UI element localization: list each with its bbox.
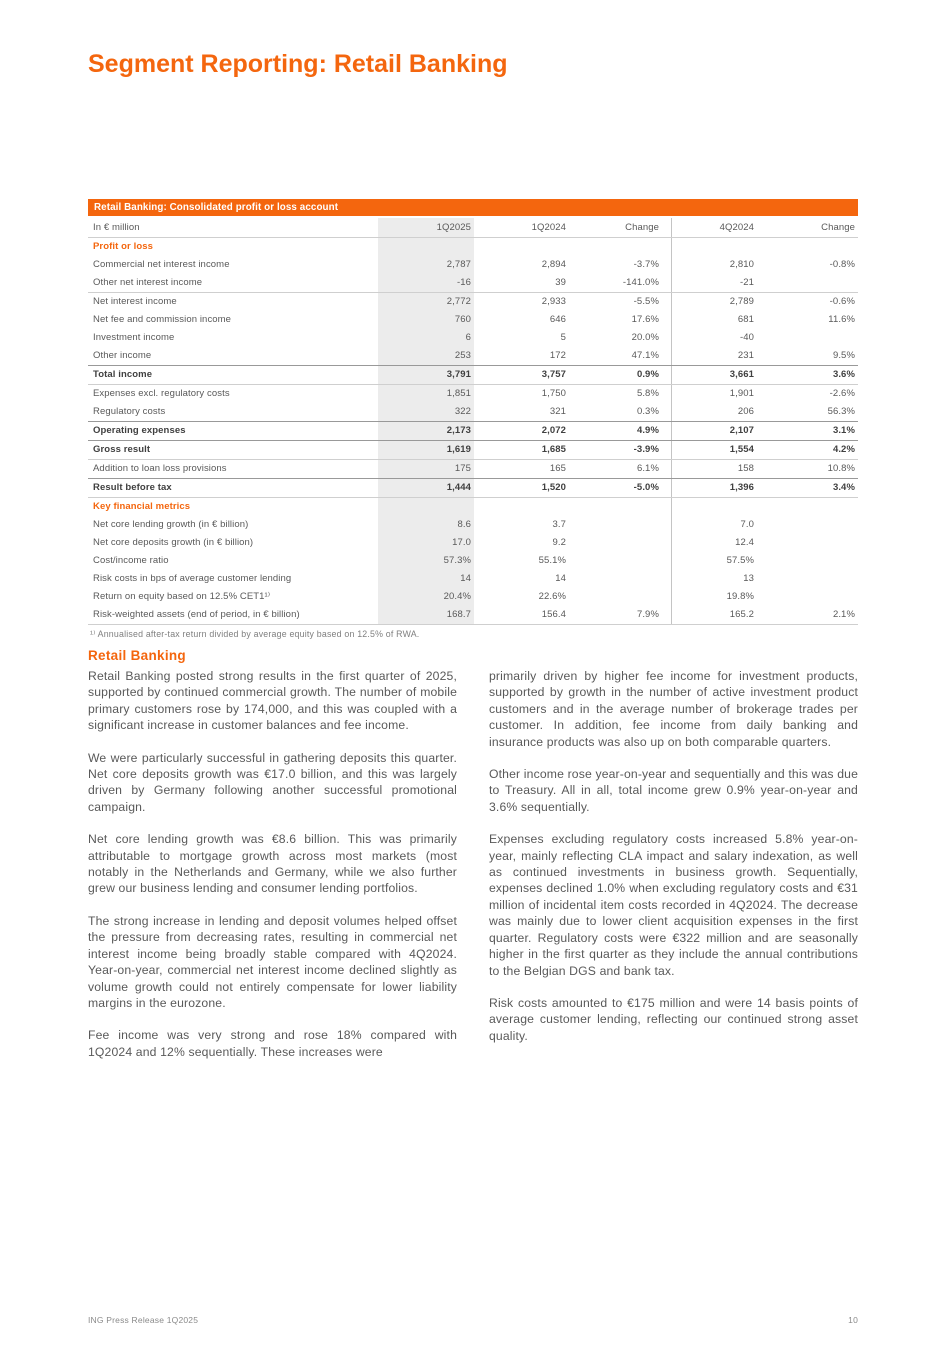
row-value: 5 (560, 332, 566, 343)
row-value: 9.2 (552, 537, 566, 548)
row-value (757, 274, 858, 292)
row-value: 253 (378, 347, 474, 365)
row-value (378, 238, 474, 256)
table-section-row (88, 238, 858, 256)
table-row (88, 606, 858, 625)
article-column-left (88, 668, 457, 1076)
row-value: 56.3% (827, 406, 855, 417)
table-row (88, 292, 858, 311)
table-row (88, 256, 858, 274)
table-header-row (88, 218, 858, 238)
row-value (474, 498, 569, 516)
row-value: 39 (555, 277, 566, 288)
row-value (757, 552, 858, 570)
row-value: -5.5% (569, 293, 672, 311)
row-label: Net core deposits growth (in € billion) (93, 537, 254, 548)
row-value: 3,661 (729, 369, 754, 380)
row-value: -3.7% (569, 256, 672, 274)
row-value: 165.2 (729, 609, 754, 620)
row-label: Net interest income (93, 296, 177, 307)
row-label: Operating expenses (93, 425, 186, 436)
body-paragraph: Other income rose year-on-year and sequentially and this was due to Treasury. All in all, total income grew 0.9% year-on-year and 3.6% sequentially. (489, 767, 858, 814)
row-value (757, 534, 858, 552)
row-value: 2,789 (729, 296, 754, 307)
row-value (757, 238, 858, 256)
column-header-1q2025: 1Q2025 (378, 218, 474, 237)
row-value: -40 (739, 332, 754, 343)
row-value (569, 238, 672, 256)
body-paragraph: Expenses excluding regulatory costs increased 5.8% year-on-year, mainly reflecting CLA impact and salary indexation, as well as continued investments in business growth. Sequentially, expenses declined 1.0% when excluding regulatory costs and €31 million of incidental item costs recorded in 4Q2024. The decrease was mainly due to lower client acquisition expenses in the first quarter. Regulatory costs were €322 million and are seasonally higher in the first quarter as they include the annual contributions to the Belgian DGS and bank tax. (489, 832, 858, 978)
row-value: 646 (549, 314, 566, 325)
row-value: 1,520 (541, 482, 566, 493)
row-value: 1,396 (729, 482, 754, 493)
row-value (672, 238, 757, 256)
row-value: 7.9% (569, 606, 672, 624)
table-row (88, 403, 858, 421)
body-paragraph: We were particularly successful in gathering deposits this quarter. Net core deposits growth was €17.0 billion, and this was largely driven by Germany following another successful promotional campaign. (88, 750, 457, 814)
row-value: 165 (549, 463, 566, 474)
row-value (569, 570, 672, 588)
body-paragraph: Risk costs amounted to €175 million and were 14 basis points of average customer lending, reflecting our continued strong asset quality. (489, 995, 858, 1043)
row-value: -21 (739, 277, 754, 288)
row-value: 2.1% (832, 609, 855, 620)
row-value: 681 (737, 314, 754, 325)
row-value: 2,772 (378, 293, 474, 311)
row-label: Expenses excl. regulatory costs (93, 388, 230, 399)
row-value: -141.0% (569, 274, 672, 292)
row-label: Net core lending growth (in € billion) (93, 519, 249, 530)
row-value (569, 588, 672, 606)
table-row (88, 478, 858, 498)
row-value: 3,757 (541, 369, 566, 380)
row-value (757, 570, 858, 588)
row-label: Other income (93, 350, 152, 361)
row-value: 1,619 (378, 441, 474, 459)
column-header-4q2024: 4Q2024 (719, 222, 754, 233)
row-value: 3.4% (832, 482, 855, 493)
row-value: 4.2% (832, 444, 855, 455)
table-row (88, 588, 858, 606)
row-value (672, 498, 757, 516)
row-label: Profit or loss (93, 241, 153, 252)
row-label: Regulatory costs (93, 406, 166, 417)
row-value: -2.6% (829, 388, 855, 399)
row-value: 19.8% (726, 591, 754, 602)
article-section (88, 648, 858, 1076)
table-row (88, 347, 858, 365)
row-value: 172 (549, 350, 566, 361)
row-value: 13 (743, 573, 754, 584)
row-value: 9.5% (832, 350, 855, 361)
row-value: 1,901 (729, 388, 754, 399)
row-value: 14 (555, 573, 566, 584)
row-value: 6 (378, 329, 474, 347)
row-value: 55.1% (538, 555, 566, 566)
row-value: 322 (378, 403, 474, 421)
row-value: 0.9% (569, 366, 672, 384)
body-paragraph: Fee income was very strong and rose 18% compared with 1Q2024 and 12% sequentially. These increases were (88, 1028, 457, 1059)
row-value: -0.6% (829, 296, 855, 307)
table-row (88, 552, 858, 570)
row-value: 22.6% (538, 591, 566, 602)
row-value: -5.0% (569, 479, 672, 497)
row-label: Key financial metrics (93, 501, 191, 512)
row-value: 2,810 (729, 259, 754, 270)
row-value: 47.1% (569, 347, 672, 365)
row-label: Addition to loan loss provisions (93, 463, 227, 474)
row-label: Net fee and commission income (93, 314, 232, 325)
row-value: 3.7 (552, 519, 566, 530)
row-value: 2,173 (378, 422, 474, 440)
row-value (569, 552, 672, 570)
column-header-change-qoq: Change (821, 222, 855, 233)
table-row (88, 365, 858, 385)
row-label: Other net interest income (93, 277, 203, 288)
row-value (757, 588, 858, 606)
row-value: 1,554 (729, 444, 754, 455)
row-value: 4.9% (569, 422, 672, 440)
row-value: -3.9% (569, 441, 672, 459)
profit-loss-table (88, 199, 858, 640)
column-header-1q2024: 1Q2024 (531, 222, 566, 233)
row-value (474, 238, 569, 256)
row-label: Investment income (93, 332, 175, 343)
table-row (88, 385, 858, 403)
row-value: 11.6% (828, 314, 855, 325)
row-value: 20.0% (569, 329, 672, 347)
column-header-change-yoy: Change (569, 218, 672, 237)
row-label: Result before tax (93, 482, 172, 493)
body-paragraph: Retail Banking posted strong results in the first quarter of 2025, supported by continued commercial growth. The number of mobile primary customers rose by 174,000, and this was coupled with a significant increase in customer balances and fee income. (88, 669, 457, 733)
row-value (569, 498, 672, 516)
row-value (569, 516, 672, 534)
row-label: Return on equity based on 12.5% CET1¹⁾ (93, 591, 271, 602)
body-paragraph: primarily driven by higher fee income for investment products, supported by growth in the number of active investment product customers and in the average number of brokerage trades per customer. In addition, fee income from daily banking and insurance products was also up on both comparable quarters. (489, 669, 858, 749)
row-value: 206 (737, 406, 754, 417)
row-value: 3,791 (378, 366, 474, 384)
body-paragraph: Net core lending growth was €8.6 billion. This was primarily attributable to mortgage growth across most markets (most notably in the Netherlands and Germany, while we also further grew our business lending and consumer lending portfolios. (88, 832, 457, 896)
table-row (88, 329, 858, 347)
row-value: 6.1% (569, 460, 672, 478)
table-row (88, 311, 858, 329)
row-value: 1,750 (541, 388, 566, 399)
row-value: 2,787 (378, 256, 474, 274)
row-value: 10.8% (827, 463, 855, 474)
article-heading: Retail Banking (88, 648, 186, 663)
row-label: Risk costs in bps of average customer lending (93, 573, 292, 584)
row-value (757, 516, 858, 534)
row-value (569, 534, 672, 552)
row-value: 175 (378, 460, 474, 478)
footer-page-number: 10 (848, 1315, 858, 1325)
row-value: 2,072 (541, 425, 566, 436)
table-row (88, 440, 858, 460)
table-footnote: ¹⁾ Annualised after-tax return divided by average equity based on 12.5% of RWA. (90, 629, 420, 639)
row-value: 57.5% (726, 555, 754, 566)
row-value: 17.6% (569, 311, 672, 329)
page-title: Segment Reporting: Retail Banking (88, 50, 508, 78)
row-value: 168.7 (378, 606, 474, 624)
row-value: 2,933 (541, 296, 566, 307)
row-value: 0.3% (569, 403, 672, 421)
table-section-row (88, 498, 858, 516)
page-footer (88, 1315, 858, 1325)
article-column-right (489, 668, 858, 1076)
row-value: 3.6% (832, 369, 855, 380)
table-row (88, 534, 858, 552)
row-value: 231 (737, 350, 754, 361)
table-unit-label: In € million (93, 222, 140, 233)
table-row (88, 460, 858, 478)
row-value: -16 (378, 274, 474, 292)
row-label: Cost/income ratio (93, 555, 169, 566)
row-label: Risk-weighted assets (end of period, in € billion) (93, 609, 300, 620)
table-row (88, 516, 858, 534)
row-value (757, 329, 858, 347)
table-row (88, 570, 858, 588)
row-value: 1,685 (541, 444, 566, 455)
table-body (88, 238, 858, 625)
table-row (88, 421, 858, 440)
row-value: 8.6 (378, 516, 474, 534)
row-value: 3.1% (832, 425, 855, 436)
row-value (757, 498, 858, 516)
row-value: 2,894 (541, 259, 566, 270)
row-value: 321 (549, 406, 566, 417)
row-label: Total income (93, 369, 153, 380)
row-value: 1,444 (378, 479, 474, 497)
article-columns (88, 668, 858, 1076)
row-value: 2,107 (729, 425, 754, 436)
row-value: 57.3% (378, 552, 474, 570)
table-title-bar (88, 199, 858, 216)
row-value: 7.0 (740, 519, 754, 530)
row-value: 12.4 (735, 537, 754, 548)
row-label: Gross result (93, 444, 151, 455)
row-value (378, 498, 474, 516)
row-value: 17.0 (378, 534, 474, 552)
row-label: Commercial net interest income (93, 259, 230, 270)
footer-document-name: ING Press Release 1Q2025 (88, 1315, 199, 1325)
row-value: -0.8% (829, 259, 855, 270)
table-row (88, 274, 858, 292)
row-value: 1,851 (378, 385, 474, 403)
row-value: 760 (378, 311, 474, 329)
row-value: 20.4% (378, 588, 474, 606)
row-value: 5.8% (569, 385, 672, 403)
row-value: 158 (737, 463, 754, 474)
table-title: Retail Banking: Consolidated profit or loss account (94, 202, 339, 213)
row-value: 14 (378, 570, 474, 588)
row-value: 156.4 (541, 609, 566, 620)
body-paragraph: The strong increase in lending and deposit volumes helped offset the pressure from decreasing rates, resulting in commercial net interest income being broadly stable compared with 4Q2024. Year-on-year, commercial net interest income declined slightly as volume growth could not entirely compensate for lower liability margins in the eurozone. (88, 913, 457, 1010)
